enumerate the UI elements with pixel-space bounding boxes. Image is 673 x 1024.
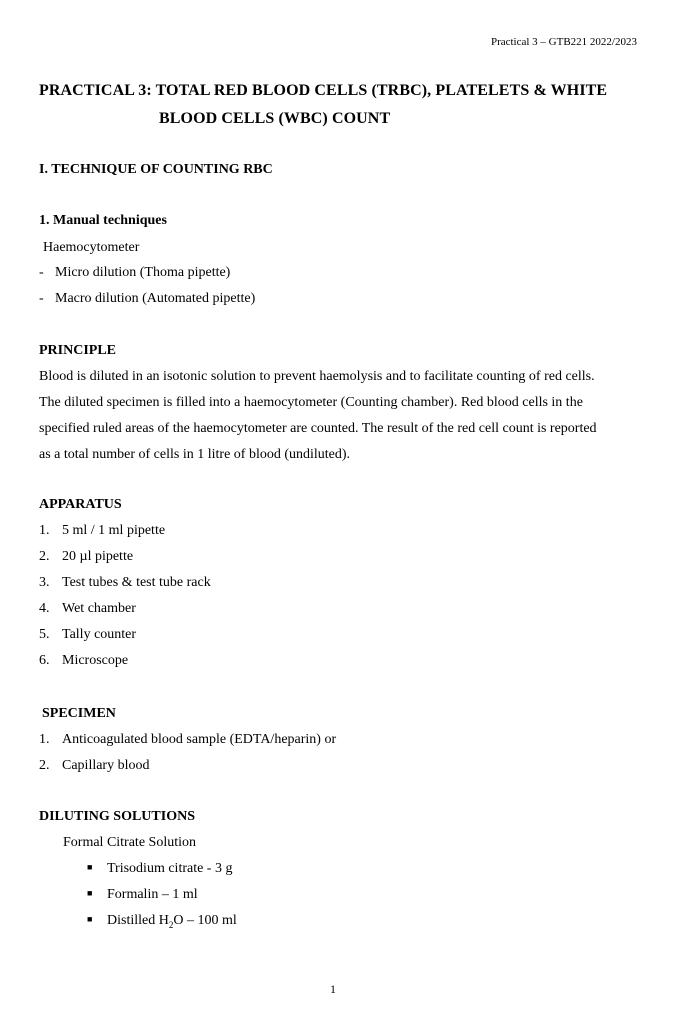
list-item: ■ Trisodium citrate - 3 g bbox=[87, 861, 233, 876]
list-item: 4. Wet chamber bbox=[39, 601, 136, 616]
list-item: 1. 5 ml / 1 ml pipette bbox=[39, 523, 166, 538]
page-number: 1 bbox=[330, 982, 336, 996]
bullet-icon: ■ bbox=[87, 862, 93, 872]
list-item: - Micro dilution (Thoma pipette) bbox=[39, 265, 231, 280]
list-item: 2. 20 µl pipette bbox=[39, 549, 134, 564]
specimen-heading: SPECIMEN bbox=[42, 706, 116, 721]
formal-citrate-subheading: Formal Citrate Solution bbox=[63, 835, 196, 850]
apparatus-heading: APPARATUS bbox=[39, 497, 122, 512]
principle-line: Blood is diluted in an isotonic solution to prevent haemolysis and to facilitate counting of red cells. bbox=[39, 369, 595, 384]
principle-heading: PRINCIPLE bbox=[39, 343, 117, 358]
device-haemocytometer: Haemocytometer bbox=[43, 240, 140, 255]
list-item: 6. Microscope bbox=[39, 653, 129, 668]
principle-line: The diluted specimen is filled into a haemocytometer (Counting chamber). Red blood cells in the bbox=[39, 395, 583, 410]
title-line-1: PRACTICAL 3: TOTAL RED BLOOD CELLS (TRBC), PLATELETS & WHITE bbox=[39, 82, 608, 99]
list-item: 3. Test tubes & test tube rack bbox=[39, 575, 211, 590]
bullet-icon: ■ bbox=[87, 888, 93, 898]
list-item: ■ Distilled $H_2O - 100$ ml bbox=[87, 913, 237, 930]
section-heading-technique: I. TECHNIQUE OF COUNTING RBC bbox=[39, 162, 273, 177]
manual-techniques-heading: 1. Manual techniques bbox=[39, 213, 167, 228]
diluting-solutions-heading: DILUTING SOLUTIONS bbox=[39, 809, 195, 824]
page-header: Practical 3 – GTB221 2022/2023 bbox=[490, 36, 637, 48]
title-line-2: BLOOD CELLS (WBC) COUNT bbox=[159, 110, 391, 127]
list-item: ■ Formalin – 1 ml bbox=[87, 887, 198, 902]
list-item: 5. Tally counter bbox=[39, 627, 137, 642]
list-item: - Macro dilution (Automated pipette) bbox=[39, 291, 256, 306]
bullet-icon: ■ bbox=[87, 914, 93, 924]
list-item: 1. Anticoagulated blood sample (EDTA/heparin) or bbox=[39, 732, 337, 747]
list-item: 2. Capillary blood bbox=[39, 758, 150, 773]
principle-line: specified ruled areas of the haemocytometer are counted. The result of the red cell count is reported bbox=[39, 421, 597, 436]
principle-line: as a total number of cells in 1 litre of blood (undiluted). bbox=[39, 447, 351, 462]
